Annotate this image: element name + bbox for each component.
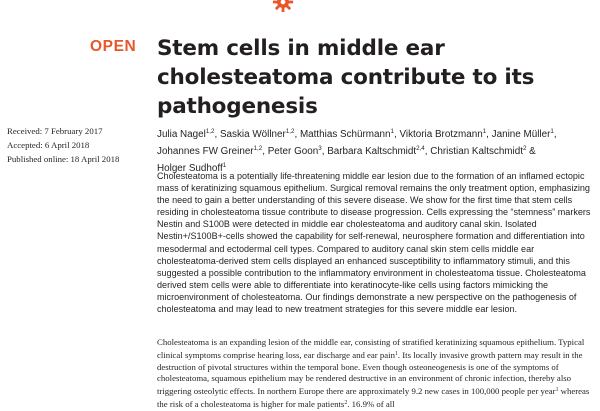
publication-dates bbox=[7, 124, 152, 166]
author-affiliation: 1,2 bbox=[253, 145, 263, 152]
author-affiliation: 1 bbox=[222, 162, 227, 169]
body-text-segment: . 16.9% of all bbox=[347, 398, 395, 409]
author-separator: , bbox=[553, 129, 557, 140]
author-separator: , bbox=[424, 146, 431, 157]
citation-ref[interactable]: 1 bbox=[394, 350, 398, 357]
citation-ref[interactable]: 1 bbox=[555, 387, 559, 394]
author-affiliation: 2,4 bbox=[416, 145, 425, 152]
article-title: Stem cells in middle ear cholesteatoma contribute to its pathogenesis bbox=[157, 36, 535, 119]
author-separator: , bbox=[294, 129, 300, 140]
author-separator: , bbox=[486, 129, 492, 140]
author-affiliation: 2 bbox=[522, 145, 527, 152]
open-access-label: OPEN bbox=[90, 38, 137, 55]
author-list bbox=[157, 125, 597, 176]
body-text-segment: whereas the risk of a cholesteatoma is higher for male patients bbox=[157, 386, 590, 409]
author-name[interactable]: Julia Nagel bbox=[157, 129, 206, 140]
author-affiliation: 1,2 bbox=[285, 128, 295, 135]
author-separator: , bbox=[214, 129, 220, 140]
author-name[interactable]: Matthias Schürmann bbox=[299, 129, 391, 140]
author-affiliation: 3 bbox=[318, 145, 322, 152]
author-affiliation: 1,2 bbox=[205, 128, 215, 135]
author-name[interactable]: Janine Müller bbox=[491, 129, 551, 140]
author-separator: & bbox=[526, 146, 536, 157]
body-text-segment: . Its locally invasive growth pattern may result in the destruction of pivotal structures within the temporal bone. Even though osteoneogenesis is one of the symptoms of cholesteatoma, squamous epithelium may be rendered destructive in an environment of chronic infection, thereby also triggering osteolytic effects. In northern Europe there are approximately 9.2 new cases in 100,000 people per year bbox=[157, 349, 583, 397]
author-name[interactable]: Christian Kaltschmidt bbox=[430, 146, 523, 157]
abstract: Cholesteatoma is a potentially life-threatening middle ear lesion due to the formation of an inflamed ectopic mass of keratinizing squamous epithelium. Surgical removal remains the only treatment option, emphasizing the need to gain a better understanding of this severe disease. We show for the first time that stem cells residing in cholesteatoma tissue contribute to disease progression. Cells expressing the “stemness” markers Nestin and S100B were detected in middle ear cholesteatoma and auditory canal skin. Isolated Nestin+/S100B+-cells showed the capability for self-renewal, neurosphere formation and differentiation into mesodermal and ectodermal cell types. Compared to auditory canal skin stem cells middle ear cholesteatoma-derived stem cells displayed an enhanced susceptibility to inflammatory stimuli, and this suggested a possible contribution to the inflammatory environment in cholesteatoma tissue. Cholesteatoma derived stem cells were able to differentiate into keratinocyte-like cells using factors mimicking the microenvironment of cholesteatoma. Our findings demonstrate a new perspective on the pathogenesis of cholesteatoma and may lead to new treatment strategies for this severe middle ear lesion. bbox=[157, 171, 591, 315]
author-name[interactable]: Johannes FW Greiner bbox=[157, 146, 254, 157]
gear-icon bbox=[272, 0, 294, 13]
published-date: Published online: 18 April 2018 bbox=[7, 154, 120, 164]
author-name[interactable]: Viktoria Brotzmann bbox=[399, 129, 483, 140]
citation-ref[interactable]: 2 bbox=[344, 399, 348, 406]
body-paragraph bbox=[157, 337, 597, 411]
author-name[interactable]: Barbara Kaltschmidt bbox=[327, 146, 417, 157]
author-separator: , bbox=[321, 146, 328, 157]
author-affiliation: 1 bbox=[482, 128, 487, 135]
author-name[interactable]: Saskia Wöllner bbox=[219, 129, 286, 140]
received-date: Received: 7 February 2017 bbox=[7, 126, 103, 136]
author-separator: , bbox=[393, 129, 400, 140]
author-name[interactable]: Holger Sudhoff bbox=[157, 163, 223, 174]
author-affiliation: 1 bbox=[390, 128, 394, 135]
body-text-segment: Cholesteatoma is an expanding lesion of the middle ear, consisting of stratified keratinizing squamous epithelium. Typical clinical symptoms comprise hearing loss, ear discharge and ear pain bbox=[157, 337, 585, 360]
author-name[interactable]: Peter Goon bbox=[267, 146, 319, 157]
accepted-date: Accepted: 6 April 2018 bbox=[7, 140, 90, 150]
author-separator: , bbox=[262, 146, 268, 157]
author-affiliation: 1 bbox=[550, 128, 554, 135]
